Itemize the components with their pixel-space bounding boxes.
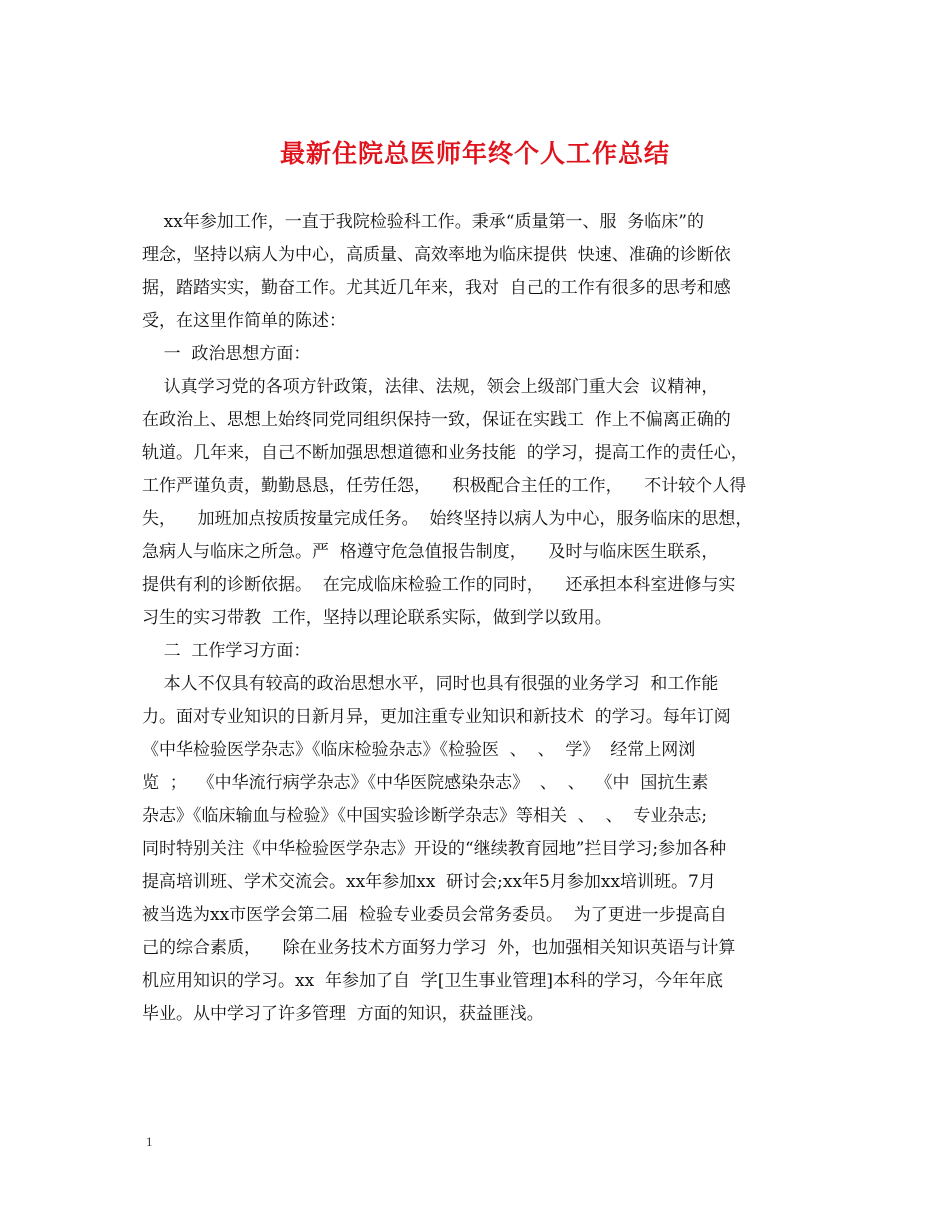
body-line: 据，踏踏实实，勤奋工作。尤其近几年来，我对 自己的工作有很多的思考和感 [142,278,731,298]
body-line: xx年参加工作，一直于我院检验科工作。秉承“质量第一、服 务临床”的 [142,212,704,232]
body-line: 同时特别关注《中华检验医学杂志》开设的“继续教育园地”拦目学习;参加各种 [142,839,727,859]
document-body [142,206,812,1031]
body-line: 机应用知识的学习。xx 年参加了自 学[卫生事业管理]本科的学习，今年年底 [142,971,724,991]
body-line: 本人不仅具有较高的政治思想水平，同时也具有很强的业务学习 和工作能 [142,674,719,694]
body-line: 毕业。从中学习了许多管理 方面的知识，获益匪浅。 [142,1004,544,1024]
body-line: 杂志》《临床输血与检验》《中国实验诊断学杂志》等相关 、 、 专业杂志; [142,806,708,826]
body-line: 己的综合素质， 除在业务技术方面努力学习 外，也加强相关知识英语与计算 [142,938,736,958]
body-line: 览 ； 《中华流行病学杂志》《中华医院感染杂志》 、 、 《中 国抗生素 [142,773,709,793]
body-line: 力。面对专业知识的日新月异，更加注重专业知识和新技术 的学习。每年订阅 [142,707,731,727]
document-title: 最新住院总医师年终个人工作总结 [279,139,670,168]
page-number: 1 [146,1134,153,1149]
body-line: 失， 加班加点按质按量完成任务。 始终坚持以病人为中心，服务临床的思想， [142,509,753,529]
body-line: 急病人与临床之所急。严 格遵守危急值报告制度， 及时与临床医生联系， [142,542,719,562]
section-heading-political: 一 政治思想方面： [142,344,311,364]
section-heading-work-study: 二 工作学习方面： [142,641,311,661]
body-line: 理念，坚持以病人为中心，高质量、高效率地为临床提供 快速、准确的诊断依 [142,245,731,265]
body-line: 认真学习党的各项方针政策，法律、法规，领会上级部门重大会 议精神， [142,377,719,397]
body-line: 受，在这里作简单的陈述： [142,311,346,331]
body-line: 提供有利的诊断依据。 在完成临床检验工作的同时， 还承担本科室进修与实 [142,575,736,595]
body-line: 轨道。几年来，自己不断加强思想道德和业务技能 的学习，提高工作的责任心， [142,443,748,463]
body-line: 提高培训班、学术交流会。xx年参加xx 研讨会;xx年5月参加xx培训班。7月 [142,872,716,892]
body-line: 工作严谨负责，勤勤恳恳，任劳任怨， 积极配合主任的工作， 不计较个人得 [142,476,747,496]
body-line: 习生的实习带教 工作，坚持以理论联系实际，做到学以致用。 [142,608,612,628]
body-line: 在政治上、思想上始终同党同组织保持一致，保证在实践工 作上不偏离正确的 [142,410,731,430]
body-line: 《中华检验医学杂志》《临床检验杂志》《检验医 、 、 学》 经常上网浏 [142,740,696,760]
body-line: 被当选为xx市医学会第二届 检验专业委员会常务委员。 为了更进一步提高自 [142,905,727,925]
